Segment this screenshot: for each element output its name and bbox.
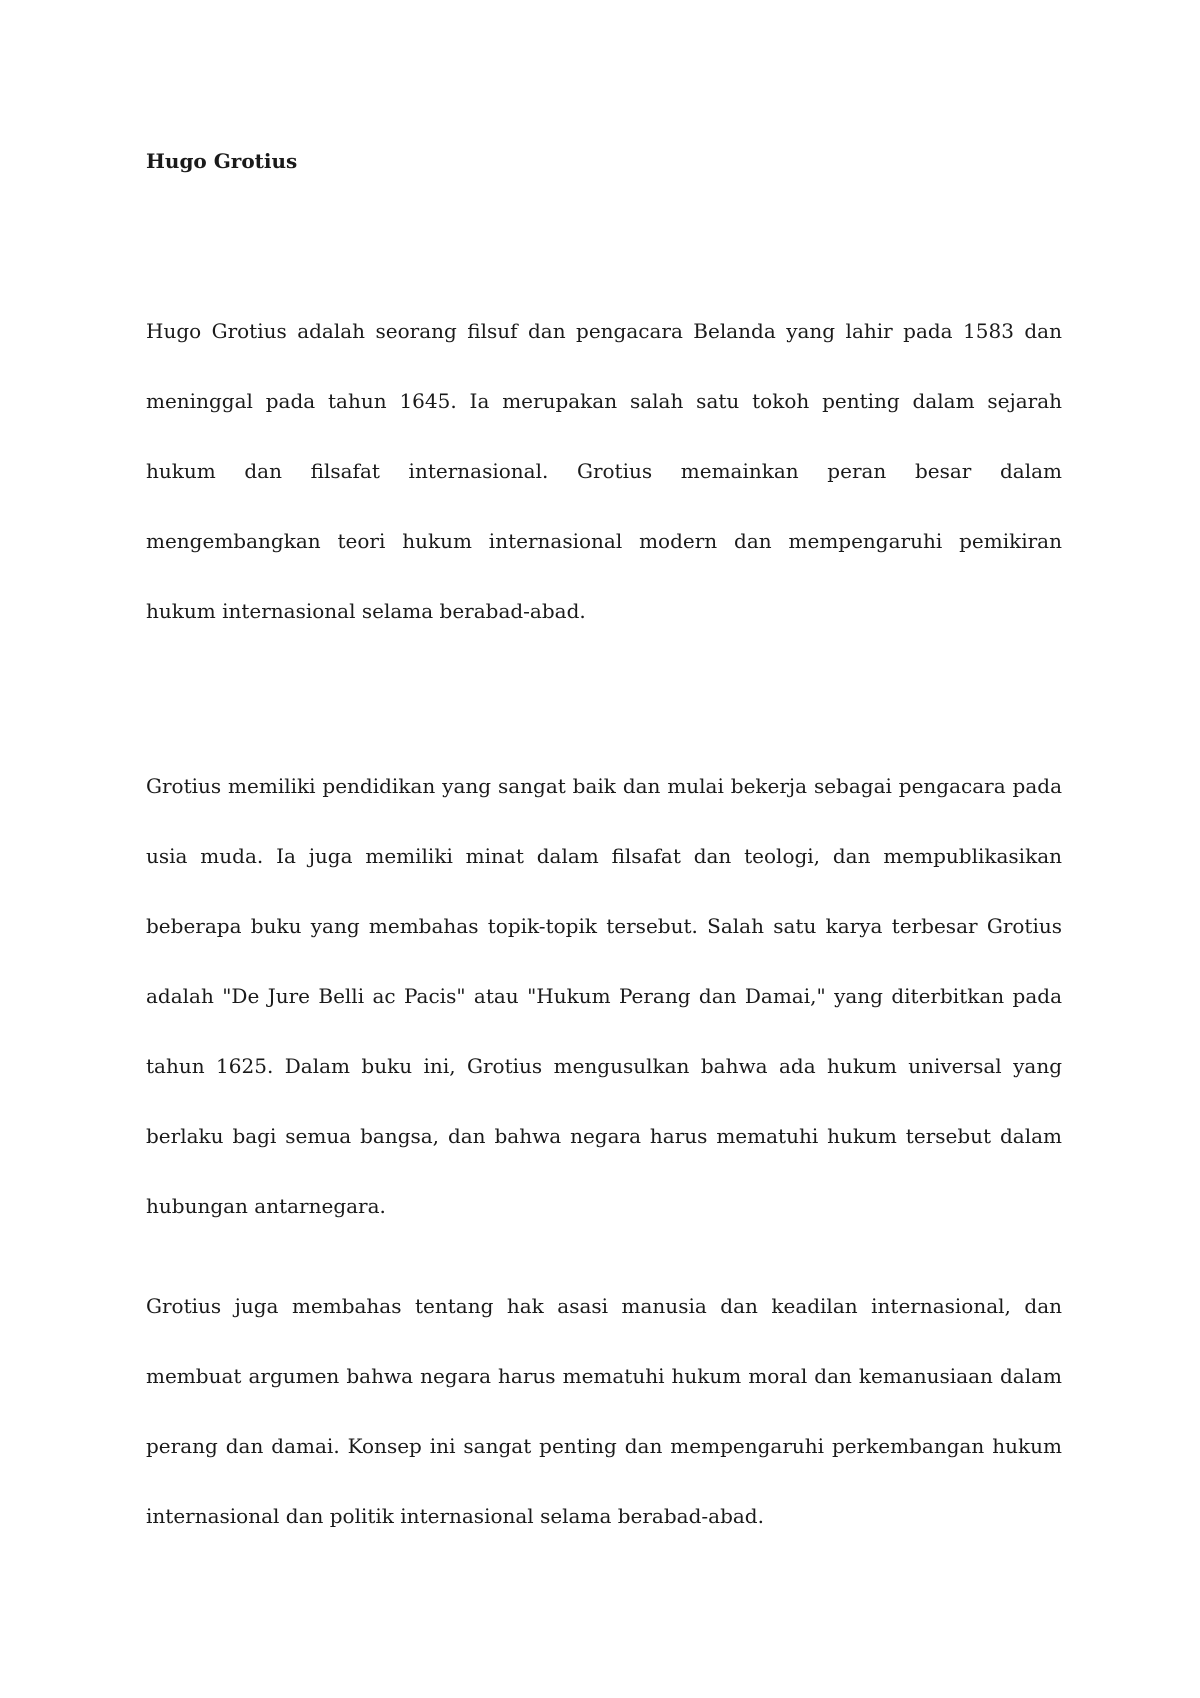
paragraph-1: Hugo Grotius adalah seorang filsuf dan pengacara Belanda yang lahir pada 1583 dan meninggal pada tahun 1645. Ia merupakan salah satu tokoh penting dalam sejarah hukum dan filsafat internasional. Grotius memainkan peran besar dalam mengembangkan teori hukum internasional modern dan mempengaruhi pemikiran hukum internasional selama berabad-abad.	[146, 319, 1062, 623]
document-title: Hugo Grotius	[146, 149, 298, 173]
paragraph-2: Grotius memiliki pendidikan yang sangat baik dan mulai bekerja sebagai pengacara pada usia muda. Ia juga memiliki minat dalam filsafat dan teologi, dan mempublikasikan beberapa buku yang membahas topik-topik tersebut. Salah satu karya terbesar Grotius adalah "De Jure Belli ac Pacis" atau "Hukum Perang dan Damai," yang diterbitkan pada tahun 1625. Dalam buku ini, Grotius mengusulkan bahwa ada hukum universal yang berlaku bagi semua bangsa, dan bahwa negara harus mematuhi hukum tersebut dalam hubungan antarnegara.	[146, 774, 1062, 1218]
paragraph-3: Grotius juga membahas tentang hak asasi manusia dan keadilan internasional, dan membuat argumen bahwa negara harus mematuhi hukum moral dan kemanusiaan dalam perang dan damai. Konsep ini sangat penting dan mempengaruhi perkembangan hukum internasional dan politik internasional selama berabad-abad.	[146, 1294, 1062, 1528]
